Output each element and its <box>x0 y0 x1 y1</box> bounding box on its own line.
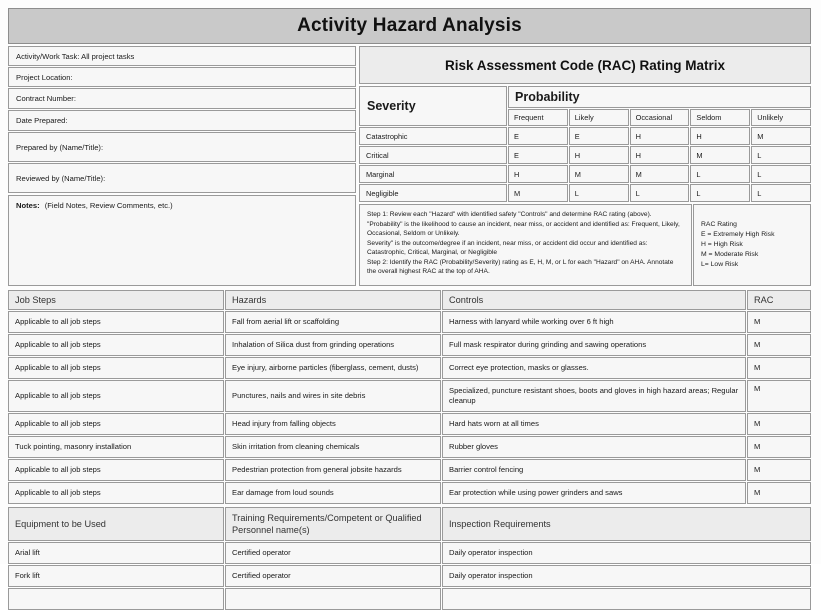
rac-matrix-pane <box>359 46 811 286</box>
document-title-bar <box>8 8 811 44</box>
rac-cell: L <box>569 184 629 202</box>
severity-label: Marginal <box>359 165 507 183</box>
field-project-location[interactable] <box>8 67 356 87</box>
cell-control: Specialized, puncture resistant shoes, boots and gloves in high hazard areas; Regular cleanup <box>442 380 746 412</box>
cell-hazard: Fall from aerial lift or scaffolding <box>225 311 441 333</box>
equipment-table <box>8 507 811 610</box>
probability-header: Probability <box>508 86 811 108</box>
severity-label: Negligible <box>359 184 507 202</box>
cell-inspection: Daily operator inspection <box>442 542 811 564</box>
rac-rating-legend <box>693 204 811 286</box>
rac-cell: E <box>508 146 568 164</box>
cell-rac: M <box>747 311 811 333</box>
probability-col-seldom: Seldom <box>690 109 750 126</box>
instruction-line: Step 2: Identify the RAC (Probability/Severity) rating as E, H, M, or L for each "Hazard" on AHA. Annotate the overall highest RAC at the top of AHA. <box>367 258 674 276</box>
cell-hazard: Ear damage from loud sounds <box>225 482 441 504</box>
cell-inspection <box>442 588 811 610</box>
notes-label: Notes: <box>16 201 40 210</box>
rac-matrix-table <box>359 86 811 202</box>
rac-cell: H <box>508 165 568 183</box>
legend-item-e: E = Extremely High Risk <box>701 230 775 238</box>
matrix-row-negligible <box>359 184 811 202</box>
table-row[interactable] <box>8 588 811 610</box>
table-row[interactable] <box>8 459 811 481</box>
probability-header-group <box>508 86 811 126</box>
matrix-row-critical <box>359 146 811 164</box>
equipment-table-header-row <box>8 507 811 541</box>
field-label: Contract Number: <box>16 94 76 103</box>
field-label: Date Prepared: <box>16 116 68 125</box>
field-label: Activity/Work Task: All project tasks <box>16 51 135 61</box>
rac-cell: M <box>508 184 568 202</box>
cell-rac: M <box>747 482 811 504</box>
field-reviewed-by[interactable] <box>8 163 356 193</box>
cell-job-step: Applicable to all job steps <box>8 311 224 333</box>
instructions-and-legend <box>359 204 811 286</box>
table-row[interactable] <box>8 380 811 412</box>
cell-hazard: Eye injury, airborne particles (fiberglass, cement, dusts) <box>225 357 441 379</box>
cell-training: Certified operator <box>225 542 441 564</box>
project-info-pane <box>8 46 356 286</box>
table-row[interactable] <box>8 413 811 435</box>
cell-job-step: Tuck pointing, masonry installation <box>8 436 224 458</box>
field-activity-work-task[interactable] <box>8 46 356 66</box>
rac-matrix-banner <box>359 46 811 84</box>
table-row[interactable] <box>8 542 811 564</box>
rac-cell: E <box>508 127 568 145</box>
rac-cell: H <box>569 146 629 164</box>
column-header-hazards: Hazards <box>225 290 441 310</box>
rac-cell: L <box>751 184 811 202</box>
hazard-table-header-row <box>8 290 811 310</box>
hazard-analysis-table <box>8 290 811 504</box>
table-row[interactable] <box>8 357 811 379</box>
legend-item-m: M = Moderate Risk <box>701 251 759 259</box>
rac-matrix-header-row <box>359 86 811 126</box>
rac-cell: L <box>690 165 750 183</box>
column-header-rac: RAC <box>747 290 811 310</box>
field-label: Reviewed by (Name/Title): <box>16 173 106 183</box>
rac-value-group <box>508 165 811 183</box>
cell-inspection: Daily operator inspection <box>442 565 811 587</box>
field-label: Project Location: <box>16 72 73 82</box>
cell-control: Ear protection while using power grinders and saws <box>442 482 746 504</box>
legend-item-l: L= Low Risk <box>701 261 739 269</box>
legend-title: RAC Rating <box>701 220 737 228</box>
probability-col-unlikely: Unlikely <box>751 109 811 126</box>
rac-cell: M <box>751 127 811 145</box>
cell-rac: M <box>747 413 811 435</box>
table-row[interactable] <box>8 311 811 333</box>
column-header-equipment: Equipment to be Used <box>8 507 224 541</box>
cell-job-step: Applicable to all job steps <box>8 413 224 435</box>
cell-job-step: Applicable to all job steps <box>8 482 224 504</box>
cell-equipment: Arial lift <box>8 542 224 564</box>
notes-field[interactable] <box>8 195 356 286</box>
rac-matrix-title: Risk Assessment Code (RAC) Rating Matrix <box>444 57 726 73</box>
cell-hazard: Skin irritation from cleaning chemicals <box>225 436 441 458</box>
cell-training: Certified operator <box>225 565 441 587</box>
cell-job-step: Applicable to all job steps <box>8 357 224 379</box>
cell-rac: M <box>747 459 811 481</box>
rac-cell: H <box>630 127 690 145</box>
column-header-training: Training Requirements/Competent or Qualified Personnel name(s) <box>225 507 441 541</box>
rac-value-group <box>508 184 811 202</box>
cell-rac: M <box>747 357 811 379</box>
cell-control: Correct eye protection, masks or glasses. <box>442 357 746 379</box>
table-row[interactable] <box>8 436 811 458</box>
legend-item-h: H = High Risk <box>701 240 743 248</box>
rac-cell: M <box>569 165 629 183</box>
cell-control: Rubber gloves <box>442 436 746 458</box>
cell-job-step: Applicable to all job steps <box>8 459 224 481</box>
rac-value-group <box>508 127 811 145</box>
rac-value-group <box>508 146 811 164</box>
rac-cell: L <box>751 146 811 164</box>
cell-rac: M <box>747 436 811 458</box>
cell-rac: M <box>747 380 811 412</box>
probability-col-frequent: Frequent <box>508 109 568 126</box>
table-row[interactable] <box>8 565 811 587</box>
instruction-line: "Probability" is the likelihood to cause an incident, near miss, or accident and identified as: Frequent, Likely, Occasional, Seldom or Unlikely. <box>367 220 680 238</box>
column-header-controls: Controls <box>442 290 746 310</box>
probability-col-occasional: Occasional <box>630 109 690 126</box>
cell-hazard: Inhalation of Silica dust from grinding operations <box>225 334 441 356</box>
field-contract-number[interactable] <box>8 88 356 109</box>
rac-cell: H <box>630 146 690 164</box>
cell-job-step: Applicable to all job steps <box>8 334 224 356</box>
cell-control: Full mask respirator during grinding and sawing operations <box>442 334 746 356</box>
rac-cell: L <box>630 184 690 202</box>
severity-label: Catastrophic <box>359 127 507 145</box>
column-header-inspection: Inspection Requirements <box>442 507 811 541</box>
matrix-row-catastrophic <box>359 127 811 145</box>
severity-header: Severity <box>359 86 507 126</box>
severity-label: Critical <box>359 146 507 164</box>
cell-hazard: Pedestrian protection from general jobsite hazards <box>225 459 441 481</box>
probability-col-likely: Likely <box>569 109 629 126</box>
instruction-line: Step 1: Review each "Hazard" with identified safety "Controls" and determine RAC rating (above). <box>367 211 652 218</box>
field-label: Prepared by (Name/Title): <box>16 142 104 152</box>
cell-rac: M <box>747 334 811 356</box>
field-prepared-by[interactable] <box>8 132 356 162</box>
instruction-line: Severity" is the outcome/degree if an incident, near miss, or accident did occur and identified as: Catastrophic, Critical, Marginal, or Negligible <box>367 239 648 257</box>
cell-training <box>225 588 441 610</box>
cell-hazard: Head injury from falling objects <box>225 413 441 435</box>
matrix-row-marginal <box>359 165 811 183</box>
cell-equipment <box>8 588 224 610</box>
page-title: Activity Hazard Analysis <box>297 15 522 36</box>
upper-section <box>8 46 811 286</box>
rac-cell: E <box>569 127 629 145</box>
rac-cell: H <box>690 127 750 145</box>
cell-job-step: Applicable to all job steps <box>8 380 224 412</box>
rac-cell: M <box>630 165 690 183</box>
notes-hint: (Field Notes, Review Comments, etc.) <box>44 201 173 210</box>
probability-column-headers <box>508 109 811 126</box>
rac-cell: M <box>690 146 750 164</box>
column-header-job-steps: Job Steps <box>8 290 224 310</box>
cell-hazard: Punctures, nails and wires in site debris <box>225 380 441 412</box>
rac-cell: L <box>690 184 750 202</box>
cell-control: Harness with lanyard while working over 6 ft high <box>442 311 746 333</box>
rac-cell: L <box>751 165 811 183</box>
instructions-box <box>359 204 692 286</box>
table-row[interactable] <box>8 334 811 356</box>
cell-equipment: Fork lift <box>8 565 224 587</box>
field-date-prepared[interactable] <box>8 110 356 131</box>
cell-control: Barrier control fencing <box>442 459 746 481</box>
table-row[interactable] <box>8 482 811 504</box>
cell-control: Hard hats worn at all times <box>442 413 746 435</box>
